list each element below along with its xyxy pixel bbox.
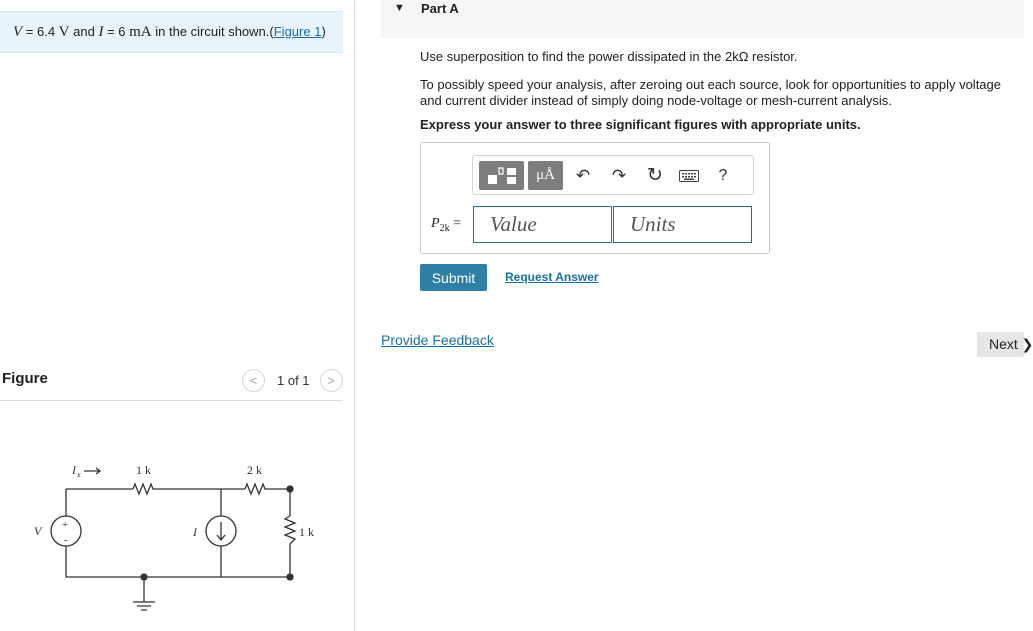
ground-icon [133, 602, 155, 610]
node-top-right [287, 486, 293, 492]
circuit-diagram [0, 440, 340, 625]
math-toolbar [472, 155, 754, 195]
r3-label: 1 k [299, 525, 314, 539]
node-ground [141, 574, 147, 580]
request-answer-link[interactable]: Request Answer [505, 270, 599, 284]
prev-figure-button[interactable] [242, 369, 265, 392]
problem-statement [0, 11, 343, 53]
figure-page-count: 1 of 1 [277, 372, 310, 388]
var-i: I [98, 24, 104, 40]
v-label: V [34, 524, 42, 538]
var-v: V [13, 24, 23, 40]
provide-feedback-link[interactable]: Provide Feedback [381, 332, 494, 348]
keyboard-button[interactable] [676, 161, 702, 190]
p-var: P [431, 216, 440, 231]
r2-label: 2 k [247, 463, 262, 477]
template-icon [485, 166, 519, 186]
minus-label: - [64, 534, 68, 546]
next-figure-button[interactable] [320, 369, 343, 392]
v-value: = 6.4 [22, 24, 59, 39]
value-input[interactable]: Value [473, 206, 612, 243]
question-line-1: Use superposition to find the power dissipated in the 2kΩ resistor. [420, 49, 798, 64]
and-text: and [69, 24, 99, 39]
figure-title: Figure [2, 370, 48, 387]
i-unit: mA [129, 24, 152, 40]
templates-button[interactable] [479, 161, 524, 190]
keyboard-icon [679, 170, 699, 182]
chevron-right-icon: > [327, 372, 335, 388]
question-line-2: To possibly speed your analysis, after zeroing out each source, look for opportunities to apply voltage and current divider instead of simply doing node-voltage or mesh-current analysis. [420, 77, 1002, 108]
part-title: Part A [421, 1, 459, 16]
ix-arrow-icon [84, 468, 100, 474]
chevron-left-icon: < [249, 372, 258, 388]
i-label: I [193, 525, 197, 539]
p2k-label [431, 216, 461, 234]
resistor-1k-top [133, 484, 155, 494]
submit-button[interactable]: Submit [420, 264, 487, 291]
r1-label: 1 k [136, 463, 151, 477]
right-panel [381, 0, 1033, 631]
figure-header [0, 368, 343, 401]
paren-close: ) [321, 24, 326, 39]
undo-icon[interactable]: ↶ [575, 165, 591, 185]
answer-box [420, 142, 770, 254]
i-value: = 6 [103, 24, 130, 39]
ix-label: I [72, 463, 76, 477]
collapse-triangle-icon[interactable]: ▼ [394, 2, 405, 14]
resistor-1k-right [285, 516, 295, 544]
figure-pager [242, 368, 343, 392]
reset-icon[interactable]: ↻ [647, 165, 663, 186]
resistor-2k [245, 484, 267, 494]
units-input[interactable]: Units [613, 206, 752, 243]
units-button[interactable]: μÅ [528, 161, 563, 190]
equals-sign: = [449, 216, 461, 231]
next-button[interactable]: Next ❯ [977, 332, 1024, 357]
left-panel [0, 0, 355, 631]
ix-sub-label: x [77, 470, 81, 479]
current-arrow-icon [217, 522, 225, 540]
paren-open: ( [269, 24, 274, 39]
circuit-wires [66, 489, 290, 602]
figure-link[interactable]: Figure 1 [273, 24, 322, 39]
p-sub: 2k [439, 222, 450, 234]
node-bottom-right [287, 574, 293, 580]
question-instruction: Express your answer to three significant figures with appropriate units. [420, 117, 861, 132]
help-button[interactable]: ? [718, 166, 728, 184]
redo-icon[interactable]: ↷ [611, 165, 627, 185]
part-header[interactable] [381, 0, 1024, 38]
v-unit: V [58, 24, 70, 40]
problem-tail: in the circuit shown. [151, 24, 270, 39]
plus-label: + [62, 519, 69, 531]
